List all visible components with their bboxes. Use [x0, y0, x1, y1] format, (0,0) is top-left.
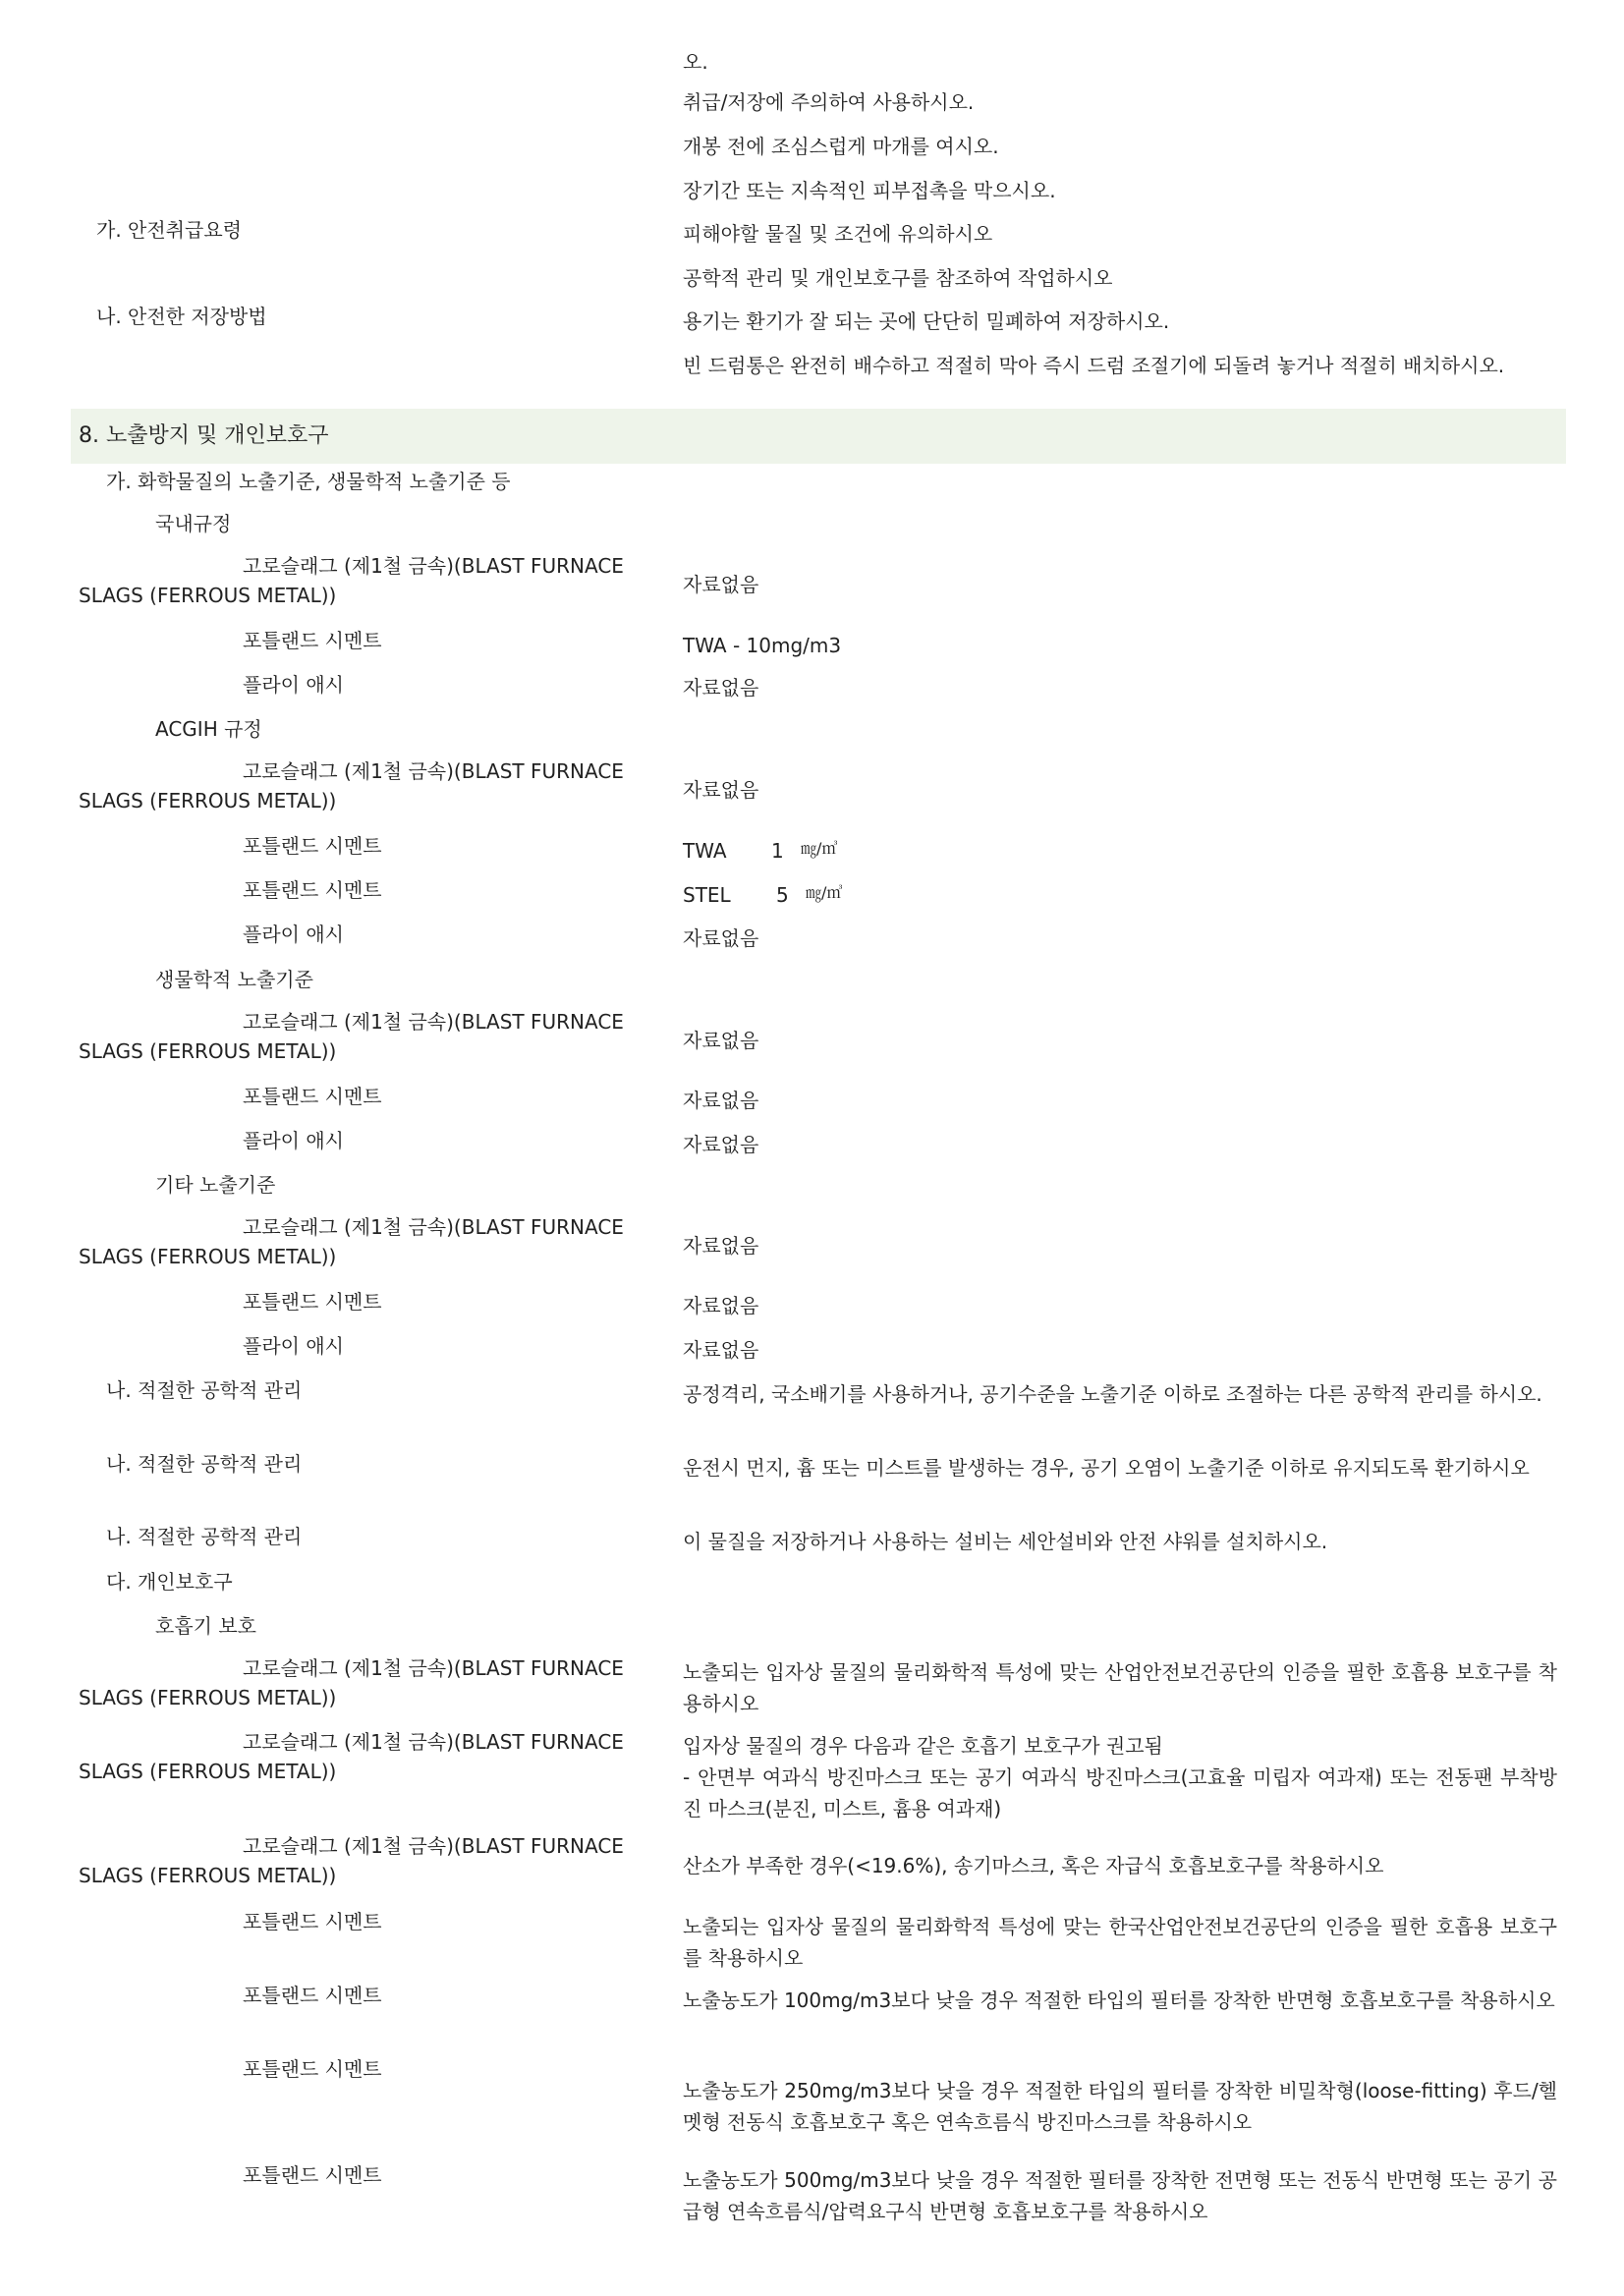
substance-portland: 포틀랜드 시멘트: [243, 629, 382, 652]
substance-slag-line1: 고로슬래그 (제1철 금속)(BLAST FURNACE: [243, 1656, 624, 1680]
value-twa-unit: ㎎/㎥: [801, 839, 838, 858]
substance-flyash: 플라이 애시: [243, 923, 344, 946]
value-stel-label: STEL: [683, 883, 731, 907]
substance-slag-line1: 고로슬래그 (제1철 금속)(BLAST FURNACE: [243, 1215, 624, 1239]
respiratory-text-1: 노출되는 입자상 물질의 물리화학적 특성에 맞는 산업안전보건공단의 인증을 필한 호흡용 보호구를 착용하시오: [683, 1660, 1557, 1715]
substance-flyash: 플라이 애시: [243, 673, 344, 697]
substance-portland: 포틀랜드 시멘트: [243, 2057, 382, 2081]
substance-flyash: 플라이 애시: [243, 1334, 344, 1358]
respiratory-text-5: 노출농도가 100mg/m3보다 낮을 경우 적절한 타입의 필터를 장착한 반면형 호흡보호구를 착용하시오: [683, 1988, 1555, 2012]
substance-slag-line1: 고로슬래그 (제1철 금속)(BLAST FURNACE: [243, 554, 624, 578]
substance-portland: 포틀랜드 시멘트: [243, 1290, 382, 1314]
substance-slag-line2: SLAGS (FERROUS METAL)): [79, 1864, 337, 1887]
substance-flyash: 플라이 애시: [243, 1129, 344, 1152]
bio-exposure-heading: 생물학적 노출기준: [155, 968, 313, 991]
engineering-control-label: 나. 적절한 공학적 관리: [106, 1378, 303, 1402]
value-no-data: 자료없음: [683, 1089, 759, 1112]
section-8-title: 8. 노출방지 및 개인보호구: [79, 423, 329, 448]
respiratory-text-6: 노출농도가 250mg/m3보다 낮을 경우 적절한 타입의 필터를 장착한 비밀착형(loose-fitting) 후드/헬멧형 전동식 호흡보호구 혹은 연속흐름식 방진마스크를 착용하시오: [683, 2079, 1557, 2134]
ppe-heading: 다. 개인보호구: [106, 1570, 233, 1594]
domestic-regulation-heading: 국내규정: [155, 512, 232, 535]
engineering-control-label: 나. 적절한 공학적 관리: [106, 1525, 303, 1548]
handling-text-4: 장기간 또는 지속적인 피부접촉을 막으시오.: [683, 179, 1056, 202]
substance-slag-line1: 고로슬래그 (제1철 금속)(BLAST FURNACE: [243, 1834, 624, 1858]
value-stel-number: 5: [776, 883, 789, 907]
substance-slag-line2: SLAGS (FERROUS METAL)): [79, 1245, 337, 1268]
value-no-data: 자료없음: [683, 1133, 759, 1156]
respiratory-text-2a: 입자상 물질의 경우 다음과 같은 호흡기 보호구가 권고됨: [683, 1734, 1163, 1758]
substance-slag-line1: 고로슬래그 (제1철 금속)(BLAST FURNACE: [243, 1730, 624, 1754]
value-no-data: 자료없음: [683, 573, 759, 596]
safe-handling-label: 가. 안전취급요령: [96, 218, 242, 242]
engineering-control-text-1: 공정격리, 국소배기를 사용하거나, 공기수준을 노출기준 이하로 조절하는 다른 공학적 관리를 하시오.: [683, 1382, 1542, 1406]
respiratory-text-3: 산소가 부족한 경우(<19.6%), 송기마스크, 혹은 자급식 호흡보호구를 착용하시오: [683, 1854, 1384, 1877]
handling-text-3: 개봉 전에 조심스럽게 마개를 여시오.: [683, 135, 999, 158]
value-no-data: 자료없음: [683, 778, 759, 802]
substance-portland: 포틀랜드 시멘트: [243, 878, 382, 902]
engineering-control-text-2: 운전시 먼지, 흄 또는 미스트를 발생하는 경우, 공기 오염이 노출기준 이하로 유지되도록 환기하시오: [683, 1456, 1530, 1480]
substance-portland: 포틀랜드 시멘트: [243, 1085, 382, 1108]
value-no-data: 자료없음: [683, 1234, 759, 1258]
respiratory-protection-heading: 호흡기 보호: [155, 1614, 256, 1638]
substance-portland: 포틀랜드 시멘트: [243, 834, 382, 858]
storage-text-2: 빈 드럼통은 완전히 배수하고 적절히 막아 즉시 드럼 조절기에 되돌려 놓거나 적절히 배치하시오.: [683, 354, 1505, 377]
exposure-standards-heading: 가. 화학물질의 노출기준, 생물학적 노출기준 등: [106, 470, 511, 493]
substance-slag-line2: SLAGS (FERROUS METAL)): [79, 584, 337, 607]
other-exposure-heading: 기타 노출기준: [155, 1173, 276, 1197]
handling-text-2: 취급/저장에 주의하여 사용하시오.: [683, 90, 975, 114]
value-no-data: 자료없음: [683, 676, 759, 700]
value-twa-label: TWA: [683, 839, 727, 863]
handling-text-5: 피해야할 물질 및 조건에 유의하시오: [683, 222, 993, 246]
respiratory-text-4: 노출되는 입자상 물질의 물리화학적 특성에 맞는 한국산업안전보건공단의 인증을 필한 호흡용 보호구를 착용하시오: [683, 1915, 1557, 1970]
value-no-data: 자료없음: [683, 1029, 759, 1052]
substance-portland: 포틀랜드 시멘트: [243, 2163, 382, 2187]
value-no-data: 자료없음: [683, 1294, 759, 1317]
substance-slag-line2: SLAGS (FERROUS METAL)): [79, 1760, 337, 1783]
safe-storage-label: 나. 안전한 저장방법: [96, 305, 267, 328]
value-no-data: 자료없음: [683, 926, 759, 950]
substance-slag-line1: 고로슬래그 (제1철 금속)(BLAST FURNACE: [243, 1010, 624, 1034]
substance-portland: 포틀랜드 시멘트: [243, 1984, 382, 2007]
acgih-regulation-heading: ACGIH 규정: [155, 717, 262, 741]
substance-slag-line1: 고로슬래그 (제1철 금속)(BLAST FURNACE: [243, 759, 624, 783]
respiratory-text-2b: - 안면부 여과식 방진마스크 또는 공기 여과식 방진마스크(고효율 미립자 여과재) 또는 전동팬 부착방진 마스크(분진, 미스트, 흄용 여과재): [683, 1765, 1557, 1820]
engineering-control-text-3: 이 물질을 저장하거나 사용하는 설비는 세안설비와 안전 샤워를 설치하시오.: [683, 1530, 1328, 1553]
value-twa-number: 1: [771, 839, 784, 863]
value-twa-domestic: TWA - 10mg/m3: [683, 634, 842, 657]
value-no-data: 자료없음: [683, 1338, 759, 1362]
substance-slag-line2: SLAGS (FERROUS METAL)): [79, 1039, 337, 1063]
substance-slag-line2: SLAGS (FERROUS METAL)): [79, 789, 337, 812]
substance-slag-line2: SLAGS (FERROUS METAL)): [79, 1686, 337, 1709]
value-stel-unit: ㎎/㎥: [806, 883, 843, 902]
respiratory-text-7: 노출농도가 500mg/m3보다 낮을 경우 적절한 필터를 장착한 전면형 또는 전동식 반면형 또는 공기 공급형 연속흐름식/압력요구식 반면형 호흡보호구를 착용하시오: [683, 2168, 1557, 2223]
storage-text-1: 용기는 환기가 잘 되는 곳에 단단히 밀폐하여 저장하시오.: [683, 309, 1170, 333]
handling-text-1: 오.: [683, 50, 708, 74]
handling-text-6: 공학적 관리 및 개인보호구를 참조하여 작업하시오: [683, 266, 1113, 290]
substance-portland: 포틀랜드 시멘트: [243, 1910, 382, 1933]
engineering-control-label: 나. 적절한 공학적 관리: [106, 1452, 303, 1476]
